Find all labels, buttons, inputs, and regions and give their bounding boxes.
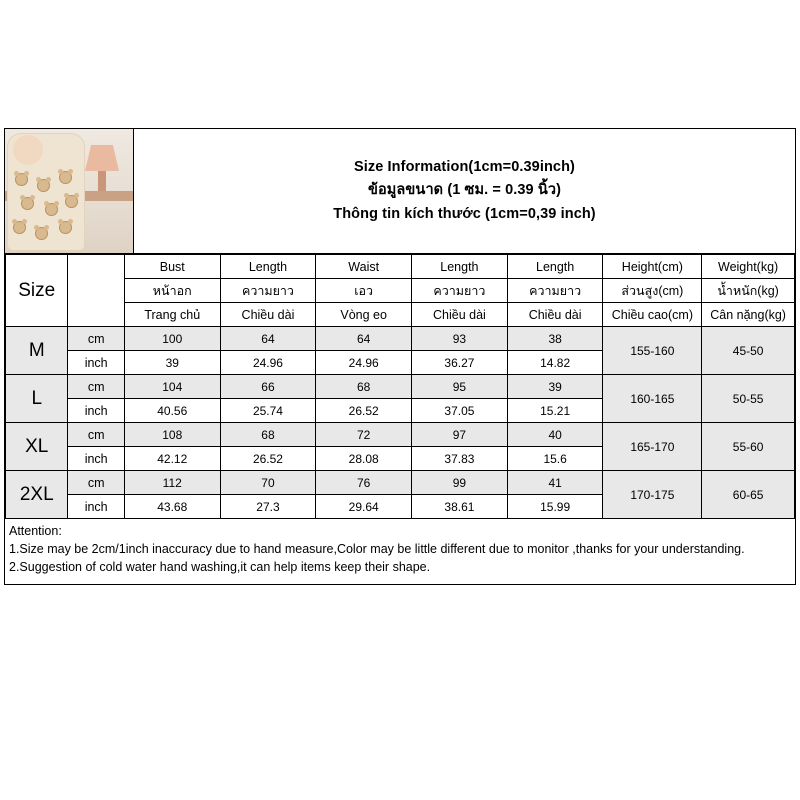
title-line-en: Size Information(1cm=0.39inch) — [354, 158, 575, 175]
unit-inch: inch — [68, 399, 124, 423]
col-header-height-en: Height(cm) — [603, 255, 702, 279]
cell-l-in-waist: 26.52 — [316, 399, 412, 423]
cell-2xl-in-length1: 27.3 — [220, 495, 316, 519]
cell-xl-in-length2: 37.83 — [412, 447, 508, 471]
header-row-th — [6, 279, 795, 303]
cell-l-weight: 50-55 — [702, 375, 795, 423]
cell-l-height: 160-165 — [603, 375, 702, 423]
cell-2xl-in-length2: 38.61 — [412, 495, 508, 519]
title-line-vi: Thông tin kích thước (1cm=0,39 inch) — [333, 205, 596, 222]
cell-xl-cm-length2: 97 — [412, 423, 508, 447]
model-figure — [7, 133, 85, 251]
cell-l-cm-length2: 95 — [412, 375, 508, 399]
col-header-height-vi: Chiều cao(cm) — [603, 303, 702, 327]
cell-xl-in-waist: 28.08 — [316, 447, 412, 471]
bear-print-icon — [59, 171, 72, 184]
cell-m-in-waist: 24.96 — [316, 351, 412, 375]
unit-cm: cm — [68, 423, 124, 447]
cell-2xl-cm-waist: 76 — [316, 471, 412, 495]
table-row — [6, 423, 795, 447]
cell-xl-in-length3: 15.6 — [507, 447, 603, 471]
title-block — [134, 129, 795, 253]
bear-print-icon — [15, 173, 28, 186]
cell-l-in-length1: 25.74 — [220, 399, 316, 423]
row-size-xl: XL — [6, 423, 68, 471]
cell-2xl-cm-bust: 112 — [124, 471, 220, 495]
bear-print-icon — [59, 221, 72, 234]
attention-title: Attention: — [9, 524, 62, 538]
cell-xl-weight: 55-60 — [702, 423, 795, 471]
size-header-cell: Size — [6, 255, 68, 327]
unit-header-cell — [68, 255, 124, 327]
model-face — [13, 135, 43, 165]
cell-xl-in-length1: 26.52 — [220, 447, 316, 471]
title-line-th: ข้อมูลขนาด (1 ซม. = 0.39 นิ้ว) — [367, 182, 562, 199]
product-photo — [5, 129, 134, 253]
unit-inch: inch — [68, 447, 124, 471]
cell-m-cm-length3: 38 — [507, 327, 603, 351]
col-header-length1-th: ความยาว — [220, 279, 316, 303]
col-header-length3-vi: Chiều dài — [507, 303, 603, 327]
cell-xl-cm-waist: 72 — [316, 423, 412, 447]
size-table — [5, 254, 795, 519]
lamp-base-icon — [98, 171, 106, 191]
header-row-vi — [6, 303, 795, 327]
cell-l-cm-length3: 39 — [507, 375, 603, 399]
bear-print-icon — [35, 227, 48, 240]
cell-l-in-length2: 37.05 — [412, 399, 508, 423]
attention-line-1: 1.Size may be 2cm/1inch inaccuracy due to hand measure,Color may be little different due to monitor ,thanks for your understanding. — [9, 542, 745, 557]
table-row — [6, 327, 795, 351]
cell-m-in-length2: 36.27 — [412, 351, 508, 375]
unit-inch: inch — [68, 495, 124, 519]
cell-m-cm-length2: 93 — [412, 327, 508, 351]
col-header-length2-vi: Chiều dài — [412, 303, 508, 327]
cell-xl-cm-bust: 108 — [124, 423, 220, 447]
cell-xl-in-bust: 42.12 — [124, 447, 220, 471]
bear-print-icon — [37, 179, 50, 192]
cell-2xl-cm-length2: 99 — [412, 471, 508, 495]
cell-m-cm-length1: 64 — [220, 327, 316, 351]
cell-2xl-cm-length3: 41 — [507, 471, 603, 495]
cell-m-in-length1: 24.96 — [220, 351, 316, 375]
col-header-waist-en: Waist — [316, 255, 412, 279]
cell-l-cm-waist: 68 — [316, 375, 412, 399]
cell-2xl-height: 170-175 — [603, 471, 702, 519]
cell-xl-cm-length1: 68 — [220, 423, 316, 447]
col-header-length2-th: ความยาว — [412, 279, 508, 303]
header-row-en — [6, 255, 795, 279]
bear-print-icon — [13, 221, 26, 234]
col-header-length3-th: ความยาว — [507, 279, 603, 303]
unit-cm: cm — [68, 327, 124, 351]
cell-m-in-bust: 39 — [124, 351, 220, 375]
cell-2xl-in-length3: 15.99 — [507, 495, 603, 519]
col-header-length2-en: Length — [412, 255, 508, 279]
row-size-l: L — [6, 375, 68, 423]
cell-m-height: 155-160 — [603, 327, 702, 375]
bear-print-icon — [21, 197, 34, 210]
cell-m-weight: 45-50 — [702, 327, 795, 375]
cell-xl-cm-length3: 40 — [507, 423, 603, 447]
cell-2xl-weight: 60-65 — [702, 471, 795, 519]
col-header-length1-vi: Chiều dài — [220, 303, 316, 327]
cell-l-in-length3: 15.21 — [507, 399, 603, 423]
col-header-bust-vi: Trang chủ — [124, 303, 220, 327]
attention-line-2: 2.Suggestion of cold water hand washing,it can help items keep their shape. — [9, 560, 431, 575]
col-header-bust-en: Bust — [124, 255, 220, 279]
cell-2xl-in-bust: 43.68 — [124, 495, 220, 519]
cell-l-cm-length1: 66 — [220, 375, 316, 399]
header-band — [5, 129, 795, 254]
table-row — [6, 471, 795, 495]
col-header-weight-en: Weight(kg) — [702, 255, 795, 279]
cell-xl-height: 165-170 — [603, 423, 702, 471]
row-size-2xl: 2XL — [6, 471, 68, 519]
cell-l-in-bust: 40.56 — [124, 399, 220, 423]
attention-block — [5, 519, 795, 584]
row-size-m: M — [6, 327, 68, 375]
size-chart-sheet — [4, 128, 796, 585]
cell-2xl-cm-length1: 70 — [220, 471, 316, 495]
col-header-height-th: ส่วนสูง(cm) — [603, 279, 702, 303]
cell-m-cm-waist: 64 — [316, 327, 412, 351]
cell-m-in-length3: 14.82 — [507, 351, 603, 375]
unit-cm: cm — [68, 471, 124, 495]
col-header-weight-vi: Cân nặng(kg) — [702, 303, 795, 327]
col-header-bust-th: หน้าอก — [124, 279, 220, 303]
cell-2xl-in-waist: 29.64 — [316, 495, 412, 519]
cell-l-cm-bust: 104 — [124, 375, 220, 399]
col-header-waist-vi: Vòng eo — [316, 303, 412, 327]
col-header-length3-en: Length — [507, 255, 603, 279]
cell-m-cm-bust: 100 — [124, 327, 220, 351]
bear-print-icon — [65, 195, 78, 208]
col-header-weight-th: น้ำหนัก(kg) — [702, 279, 795, 303]
table-row — [6, 375, 795, 399]
col-header-length1-en: Length — [220, 255, 316, 279]
unit-inch: inch — [68, 351, 124, 375]
bear-print-icon — [45, 203, 58, 216]
col-header-waist-th: เอว — [316, 279, 412, 303]
unit-cm: cm — [68, 375, 124, 399]
